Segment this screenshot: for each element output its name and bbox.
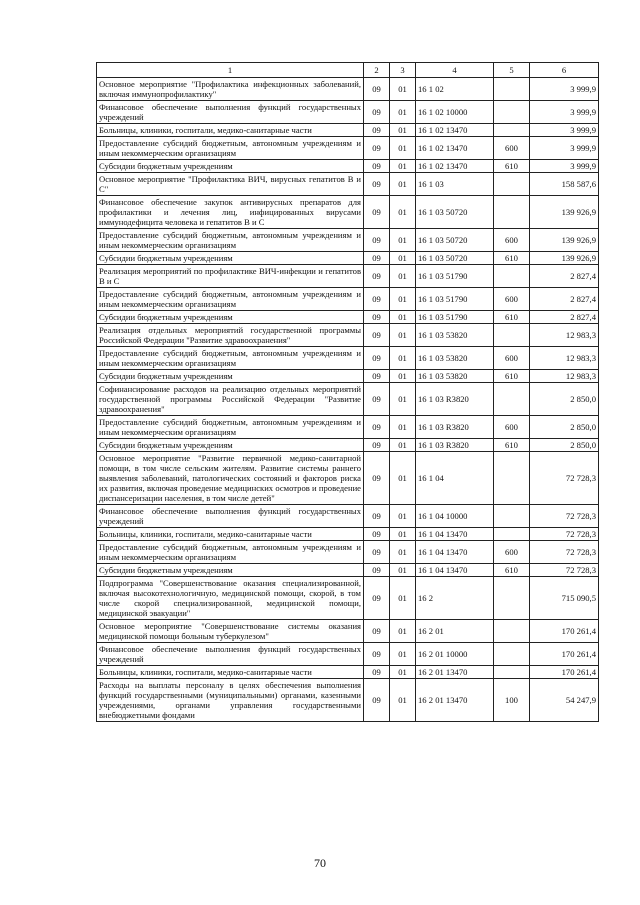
column-header: 6 — [530, 63, 599, 78]
table-row — [97, 324, 599, 347]
table-row — [97, 620, 599, 643]
row-section-cell: 09 — [364, 577, 390, 620]
table-row — [97, 643, 599, 666]
row-expense-type-cell — [494, 265, 530, 288]
row-expense-type-cell — [494, 324, 530, 347]
row-section-cell: 09 — [364, 347, 390, 370]
row-section-cell: 09 — [364, 452, 390, 505]
row-subsection-cell: 01 — [390, 679, 416, 722]
row-target-article-cell: 16 1 03 53820 — [416, 324, 494, 347]
row-expense-type-cell — [494, 620, 530, 643]
row-name-cell: Финансовое обеспечение закупок антивирусных препаратов для профилактики и лечения лиц, инфицированных вирусами иммунодефицита человека и гепатитов В и С — [97, 196, 364, 229]
row-expense-type-cell: 610 — [494, 370, 530, 383]
row-target-article-cell: 16 1 03 R3820 — [416, 416, 494, 439]
table-row — [97, 173, 599, 196]
table-row — [97, 666, 599, 679]
page-number: 70 — [314, 856, 326, 870]
row-name-cell: Предоставление субсидий бюджетным, автономным учреждениям и иным некоммерческим организациям — [97, 229, 364, 252]
row-target-article-cell: 16 1 03 50720 — [416, 229, 494, 252]
row-name-cell: Больницы, клиники, госпитали, медико-санитарные части — [97, 124, 364, 137]
row-amount-cell: 3 999,9 — [530, 137, 599, 160]
table-body — [97, 78, 599, 722]
row-name-cell: Предоставление субсидий бюджетным, автономным учреждениям и иным некоммерческим организациям — [97, 137, 364, 160]
table-row — [97, 505, 599, 528]
table-row — [97, 265, 599, 288]
table-row — [97, 528, 599, 541]
table-row — [97, 196, 599, 229]
row-expense-type-cell: 610 — [494, 160, 530, 173]
row-section-cell: 09 — [364, 439, 390, 452]
row-amount-cell: 2 850,0 — [530, 416, 599, 439]
column-header: 4 — [416, 63, 494, 78]
row-subsection-cell: 01 — [390, 288, 416, 311]
row-section-cell: 09 — [364, 370, 390, 383]
row-name-cell: Подпрограмма "Совершенствование оказания специализированной, включая высокотехнологичную, медицинской помощи, скорой, в том числе скорой специализированной, медицинской помощи, медицинской эвакуации" — [97, 577, 364, 620]
row-amount-cell: 3 999,9 — [530, 78, 599, 101]
row-name-cell: Финансовое обеспечение выполнения функций государственных учреждений — [97, 643, 364, 666]
row-name-cell: Основное мероприятие "Развитие первичной медико-санитарной помощи, в том числе сельским жителям. Развитие системы раннего выявления заболеваний, патологических состояний и факторов риска их развития, включая проведение медицинских осмотров и проведение диспансеризации населения, в том числе детей" — [97, 452, 364, 505]
row-target-article-cell: 16 1 03 50720 — [416, 252, 494, 265]
column-header: 1 — [97, 63, 364, 78]
row-amount-cell: 2 827,4 — [530, 288, 599, 311]
row-amount-cell: 72 728,3 — [530, 564, 599, 577]
row-section-cell: 09 — [364, 383, 390, 416]
row-amount-cell: 139 926,9 — [530, 252, 599, 265]
table-row — [97, 288, 599, 311]
row-subsection-cell: 01 — [390, 439, 416, 452]
table-row — [97, 383, 599, 416]
row-amount-cell: 54 247,9 — [530, 679, 599, 722]
row-amount-cell: 170 261,4 — [530, 643, 599, 666]
row-target-article-cell: 16 1 03 53820 — [416, 347, 494, 370]
row-target-article-cell: 16 2 01 10000 — [416, 643, 494, 666]
row-name-cell: Больницы, клиники, госпитали, медико-санитарные части — [97, 528, 364, 541]
row-amount-cell: 72 728,3 — [530, 541, 599, 564]
row-target-article-cell: 16 1 03 51790 — [416, 265, 494, 288]
row-section-cell: 09 — [364, 324, 390, 347]
row-section-cell: 09 — [364, 252, 390, 265]
row-amount-cell: 2 827,4 — [530, 265, 599, 288]
row-amount-cell: 72 728,3 — [530, 528, 599, 541]
row-subsection-cell: 01 — [390, 229, 416, 252]
row-name-cell: Предоставление субсидий бюджетным, автономным учреждениям и иным некоммерческим организациям — [97, 541, 364, 564]
row-section-cell: 09 — [364, 288, 390, 311]
row-subsection-cell: 01 — [390, 416, 416, 439]
row-expense-type-cell — [494, 452, 530, 505]
row-amount-cell: 72 728,3 — [530, 452, 599, 505]
row-name-cell: Расходы на выплаты персоналу в целях обеспечения выполнения функций государственными (муниципальными) органами, казенными учреждениями, органами управления государственными внебюджетными фондами — [97, 679, 364, 722]
row-subsection-cell: 01 — [390, 528, 416, 541]
row-subsection-cell: 01 — [390, 347, 416, 370]
row-section-cell: 09 — [364, 196, 390, 229]
table-row — [97, 124, 599, 137]
row-amount-cell: 715 090,5 — [530, 577, 599, 620]
row-expense-type-cell — [494, 124, 530, 137]
row-target-article-cell: 16 1 02 — [416, 78, 494, 101]
row-amount-cell: 12 983,3 — [530, 324, 599, 347]
table-header-row — [97, 63, 599, 78]
row-expense-type-cell: 600 — [494, 229, 530, 252]
table-row — [97, 137, 599, 160]
row-expense-type-cell: 600 — [494, 416, 530, 439]
row-expense-type-cell: 610 — [494, 439, 530, 452]
row-amount-cell: 3 999,9 — [530, 101, 599, 124]
row-target-article-cell: 16 2 01 13470 — [416, 679, 494, 722]
row-target-article-cell: 16 1 04 — [416, 452, 494, 505]
row-target-article-cell: 16 1 04 13470 — [416, 564, 494, 577]
row-section-cell: 09 — [364, 505, 390, 528]
row-subsection-cell: 01 — [390, 541, 416, 564]
row-subsection-cell: 01 — [390, 383, 416, 416]
row-subsection-cell: 01 — [390, 78, 416, 101]
row-amount-cell: 170 261,4 — [530, 666, 599, 679]
row-subsection-cell: 01 — [390, 505, 416, 528]
row-target-article-cell: 16 1 03 R3820 — [416, 383, 494, 416]
row-expense-type-cell: 610 — [494, 564, 530, 577]
row-section-cell: 09 — [364, 620, 390, 643]
row-subsection-cell: 01 — [390, 265, 416, 288]
row-subsection-cell: 01 — [390, 160, 416, 173]
row-section-cell: 09 — [364, 643, 390, 666]
row-amount-cell: 3 999,9 — [530, 124, 599, 137]
row-target-article-cell: 16 2 — [416, 577, 494, 620]
row-name-cell: Предоставление субсидий бюджетным, автономным учреждениям и иным некоммерческим организациям — [97, 288, 364, 311]
row-target-article-cell: 16 1 02 13470 — [416, 160, 494, 173]
row-name-cell: Финансовое обеспечение выполнения функций государственных учреждений — [97, 101, 364, 124]
row-section-cell: 09 — [364, 124, 390, 137]
row-subsection-cell: 01 — [390, 643, 416, 666]
row-target-article-cell: 16 1 04 13470 — [416, 541, 494, 564]
row-target-article-cell: 16 1 02 13470 — [416, 137, 494, 160]
row-amount-cell: 2 850,0 — [530, 439, 599, 452]
row-section-cell: 09 — [364, 541, 390, 564]
table-row — [97, 679, 599, 722]
row-amount-cell: 158 587,6 — [530, 173, 599, 196]
row-amount-cell: 139 926,9 — [530, 229, 599, 252]
row-subsection-cell: 01 — [390, 620, 416, 643]
budget-table — [96, 62, 599, 722]
row-name-cell: Субсидии бюджетным учреждениям — [97, 311, 364, 324]
row-section-cell: 09 — [364, 528, 390, 541]
column-header: 2 — [364, 63, 390, 78]
table-row — [97, 541, 599, 564]
row-amount-cell: 2 850,0 — [530, 383, 599, 416]
row-subsection-cell: 01 — [390, 370, 416, 383]
row-amount-cell: 2 827,4 — [530, 311, 599, 324]
row-expense-type-cell: 610 — [494, 311, 530, 324]
row-expense-type-cell — [494, 196, 530, 229]
row-target-article-cell: 16 1 04 10000 — [416, 505, 494, 528]
row-target-article-cell: 16 2 01 — [416, 620, 494, 643]
row-target-article-cell: 16 1 03 — [416, 173, 494, 196]
row-expense-type-cell — [494, 101, 530, 124]
row-name-cell: Субсидии бюджетным учреждениям — [97, 564, 364, 577]
row-name-cell: Реализация отдельных мероприятий государственной программы Российской Федерации "Развитие здравоохранения" — [97, 324, 364, 347]
row-target-article-cell: 16 1 03 50720 — [416, 196, 494, 229]
row-subsection-cell: 01 — [390, 124, 416, 137]
row-subsection-cell: 01 — [390, 324, 416, 347]
table-row — [97, 564, 599, 577]
row-section-cell: 09 — [364, 265, 390, 288]
row-section-cell: 09 — [364, 78, 390, 101]
row-section-cell: 09 — [364, 160, 390, 173]
row-name-cell: Реализация мероприятий по профилактике ВИЧ-инфекции и гепатитов В и С — [97, 265, 364, 288]
row-expense-type-cell — [494, 173, 530, 196]
row-name-cell: Основное мероприятие "Профилактика ВИЧ, вирусных гепатитов В и С" — [97, 173, 364, 196]
table-row — [97, 78, 599, 101]
row-amount-cell: 139 926,9 — [530, 196, 599, 229]
row-expense-type-cell: 600 — [494, 541, 530, 564]
table-row — [97, 416, 599, 439]
row-subsection-cell: 01 — [390, 666, 416, 679]
row-subsection-cell: 01 — [390, 252, 416, 265]
row-expense-type-cell — [494, 666, 530, 679]
row-section-cell: 09 — [364, 137, 390, 160]
row-name-cell: Предоставление субсидий бюджетным, автономным учреждениям и иным некоммерческим организациям — [97, 347, 364, 370]
row-amount-cell: 12 983,3 — [530, 347, 599, 370]
row-target-article-cell: 16 1 03 R3820 — [416, 439, 494, 452]
row-name-cell: Субсидии бюджетным учреждениям — [97, 252, 364, 265]
table-row — [97, 160, 599, 173]
row-expense-type-cell — [494, 528, 530, 541]
row-expense-type-cell — [494, 78, 530, 101]
row-expense-type-cell — [494, 383, 530, 416]
table-row — [97, 439, 599, 452]
row-amount-cell: 72 728,3 — [530, 505, 599, 528]
row-name-cell: Субсидии бюджетным учреждениям — [97, 370, 364, 383]
row-name-cell: Основное мероприятие "Профилактика инфекционных заболеваний, включая иммунопрофилактику" — [97, 78, 364, 101]
table-row — [97, 370, 599, 383]
row-target-article-cell: 16 1 03 53820 — [416, 370, 494, 383]
table-row — [97, 311, 599, 324]
row-expense-type-cell: 600 — [494, 288, 530, 311]
row-expense-type-cell: 600 — [494, 137, 530, 160]
row-name-cell: Субсидии бюджетным учреждениям — [97, 160, 364, 173]
row-expense-type-cell: 600 — [494, 347, 530, 370]
row-section-cell: 09 — [364, 173, 390, 196]
row-subsection-cell: 01 — [390, 196, 416, 229]
row-target-article-cell: 16 2 01 13470 — [416, 666, 494, 679]
column-header: 3 — [390, 63, 416, 78]
row-subsection-cell: 01 — [390, 311, 416, 324]
row-subsection-cell: 01 — [390, 137, 416, 160]
row-subsection-cell: 01 — [390, 452, 416, 505]
row-target-article-cell: 16 1 03 51790 — [416, 311, 494, 324]
row-name-cell: Субсидии бюджетным учреждениям — [97, 439, 364, 452]
column-header: 5 — [494, 63, 530, 78]
row-section-cell: 09 — [364, 229, 390, 252]
row-name-cell: Основное мероприятие "Совершенствование системы оказания медицинской помощи больным туберкулезом" — [97, 620, 364, 643]
row-subsection-cell: 01 — [390, 173, 416, 196]
row-name-cell: Финансовое обеспечение выполнения функций государственных учреждений — [97, 505, 364, 528]
table-row — [97, 452, 599, 505]
table-row — [97, 229, 599, 252]
row-target-article-cell: 16 1 03 51790 — [416, 288, 494, 311]
table-row — [97, 347, 599, 370]
row-name-cell: Больницы, клиники, госпитали, медико-санитарные части — [97, 666, 364, 679]
row-subsection-cell: 01 — [390, 101, 416, 124]
table-row — [97, 101, 599, 124]
row-section-cell: 09 — [364, 564, 390, 577]
row-subsection-cell: 01 — [390, 564, 416, 577]
row-subsection-cell: 01 — [390, 577, 416, 620]
row-name-cell: Софинансирование расходов на реализацию отдельных мероприятий государственной программы Российской Федерации "Развитие здравоохранения" — [97, 383, 364, 416]
row-expense-type-cell — [494, 505, 530, 528]
row-expense-type-cell: 610 — [494, 252, 530, 265]
row-section-cell: 09 — [364, 679, 390, 722]
row-section-cell: 09 — [364, 311, 390, 324]
row-expense-type-cell: 100 — [494, 679, 530, 722]
row-name-cell: Предоставление субсидий бюджетным, автономным учреждениям и иным некоммерческим организациям — [97, 416, 364, 439]
row-section-cell: 09 — [364, 666, 390, 679]
row-amount-cell: 170 261,4 — [530, 620, 599, 643]
row-section-cell: 09 — [364, 416, 390, 439]
row-amount-cell: 3 999,9 — [530, 160, 599, 173]
row-expense-type-cell — [494, 643, 530, 666]
table-row — [97, 252, 599, 265]
row-target-article-cell: 16 1 02 13470 — [416, 124, 494, 137]
row-expense-type-cell — [494, 577, 530, 620]
table-row — [97, 577, 599, 620]
row-target-article-cell: 16 1 02 10000 — [416, 101, 494, 124]
row-target-article-cell: 16 1 04 13470 — [416, 528, 494, 541]
row-section-cell: 09 — [364, 101, 390, 124]
row-amount-cell: 12 983,3 — [530, 370, 599, 383]
